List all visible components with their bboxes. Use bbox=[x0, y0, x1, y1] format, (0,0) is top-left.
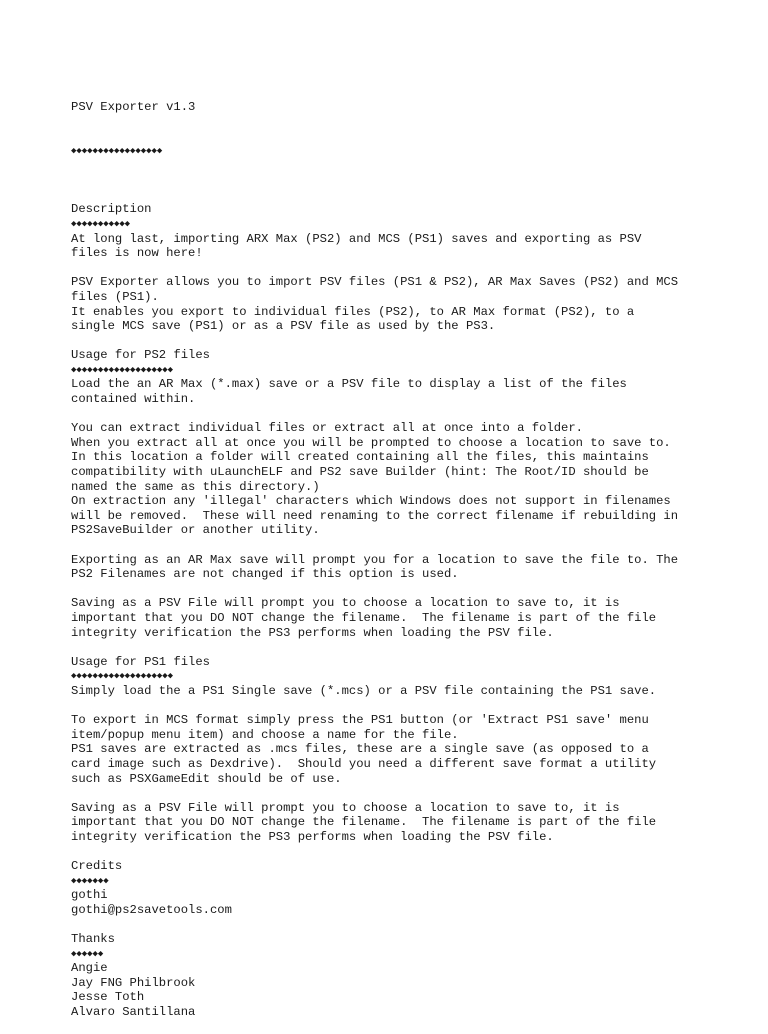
text-line: files (PS1). bbox=[71, 289, 159, 304]
text-line: such as PSXGameEdit should be of use. bbox=[71, 771, 342, 786]
blank-line bbox=[71, 188, 711, 203]
text-line: will be removed. These will need renaming to the correct filename if rebuilding in bbox=[71, 508, 679, 523]
text-line: Angie bbox=[71, 961, 108, 976]
section-underline: ◆◆◆◆◆◆ bbox=[71, 948, 104, 959]
section-heading-thanks: Thanks bbox=[71, 932, 115, 947]
blank-line bbox=[71, 640, 711, 655]
text-line: important that you DO NOT change the filename. The filename is part of the file bbox=[71, 610, 657, 625]
paragraph bbox=[71, 232, 711, 261]
text-line: compatibility with uLaunchELF and PS2 save Builder (hint: The Root/ID should be bbox=[71, 465, 649, 480]
blank-line bbox=[71, 261, 711, 276]
paragraph bbox=[71, 553, 711, 582]
section-heading-usage-ps2: Usage for PS2 files bbox=[71, 348, 210, 363]
text-line: In this location a folder will created containing all the files, this maintains bbox=[71, 450, 649, 465]
text-line: Jay FNG Philbrook bbox=[71, 975, 196, 990]
paragraph bbox=[71, 961, 711, 1019]
text-line: When you extract all at once you will be prompted to choose a location to save to. bbox=[71, 435, 671, 450]
readme-document bbox=[71, 71, 711, 1034]
text-line: integrity verification the PS3 performs when loading the PSV file. bbox=[71, 625, 554, 640]
text-line: PS1 saves are extracted as .mcs files, these are a single save (as opposed to a bbox=[71, 742, 649, 757]
document-sections bbox=[71, 188, 711, 1020]
text-line: Simply load the a PS1 Single save (*.mcs) or a PSV file containing the PS1 save. bbox=[71, 683, 657, 698]
paragraph bbox=[71, 596, 711, 640]
text-line: contained within. bbox=[71, 392, 196, 407]
section-heading-credits: Credits bbox=[71, 859, 123, 874]
blank-line bbox=[71, 786, 711, 801]
text-line: Jesse Toth bbox=[71, 990, 145, 1005]
text-line: You can extract individual files or extract all at once into a folder. bbox=[71, 421, 583, 436]
text-line: single MCS save (PS1) or as a PSV file as used by the PS3. bbox=[71, 319, 496, 334]
blank-line bbox=[71, 582, 711, 597]
section-underline: ◆◆◆◆◆◆◆◆◆◆◆◆◆◆◆◆◆◆◆ bbox=[71, 671, 174, 682]
text-line: PSV Exporter allows you to import PSV files (PS1 & PS2), AR Max Saves (PS2) and MCS bbox=[71, 275, 679, 290]
title-underline: ◆◆◆◆◆◆◆◆◆◆◆◆◆◆◆◆◆ bbox=[71, 145, 163, 156]
paragraph bbox=[71, 421, 711, 538]
paragraph bbox=[71, 684, 711, 699]
paragraph bbox=[71, 713, 711, 786]
text-line: Saving as a PSV File will prompt you to choose a location to save to, it is bbox=[71, 596, 620, 611]
section-underline: ◆◆◆◆◆◆◆◆◆◆◆◆◆◆◆◆◆◆◆ bbox=[71, 364, 174, 375]
text-line: PS2SaveBuilder or another utility. bbox=[71, 523, 320, 538]
paragraph bbox=[71, 275, 711, 333]
text-line: integrity verification the PS3 performs when loading the PSV file. bbox=[71, 829, 554, 844]
paragraph bbox=[71, 801, 711, 845]
section-underline: ◆◆◆◆◆◆◆◆◆◆◆ bbox=[71, 218, 131, 229]
section-heading-usage-ps1: Usage for PS1 files bbox=[71, 654, 210, 669]
text-line: On extraction any 'illegal' characters which Windows does not support in filenames bbox=[71, 494, 671, 509]
text-line: files is now here! bbox=[71, 246, 203, 261]
text-line: Load the an AR Max (*.max) save or a PSV file to display a list of the files bbox=[71, 377, 627, 392]
text-line: PS2 Filenames are not changed if this option is used. bbox=[71, 567, 459, 582]
text-line: important that you DO NOT change the filename. The filename is part of the file bbox=[71, 815, 657, 830]
text-line: named the same as this directory.) bbox=[71, 479, 320, 494]
text-line: To export in MCS format simply press the PS1 button (or 'Extract PS1 save' menu bbox=[71, 713, 649, 728]
blank-line bbox=[71, 917, 711, 932]
text-line: At long last, importing ARX Max (PS2) and MCS (PS1) saves and exporting as PSV bbox=[71, 231, 642, 246]
text-line: card image such as Dexdrive). Should you need a different save format a utility bbox=[71, 756, 657, 771]
text-line: Exporting as an AR Max save will prompt you for a location to save the file to. The bbox=[71, 552, 679, 567]
text-line: gothi bbox=[71, 888, 108, 903]
paragraph bbox=[71, 888, 711, 917]
blank-line bbox=[71, 407, 711, 422]
text-line: gothi@ps2savetools.com bbox=[71, 902, 232, 917]
text-line: Alvaro Santillana bbox=[71, 1005, 196, 1019]
paragraph bbox=[71, 377, 711, 406]
blank-line bbox=[71, 844, 711, 859]
document-title: PSV Exporter v1.3 bbox=[71, 100, 196, 115]
blank-line bbox=[71, 334, 711, 349]
section-underline: ◆◆◆◆◆◆◆ bbox=[71, 875, 109, 886]
text-line: It enables you export to individual files (PS2), to AR Max format (PS2), to a bbox=[71, 304, 635, 319]
blank-line bbox=[71, 538, 711, 553]
text-line: item/popup menu item) and choose a name for the file. bbox=[71, 727, 459, 742]
text-line: Saving as a PSV File will prompt you to choose a location to save to, it is bbox=[71, 800, 620, 815]
blank-line bbox=[71, 699, 711, 714]
section-heading-description: Description bbox=[71, 202, 152, 217]
